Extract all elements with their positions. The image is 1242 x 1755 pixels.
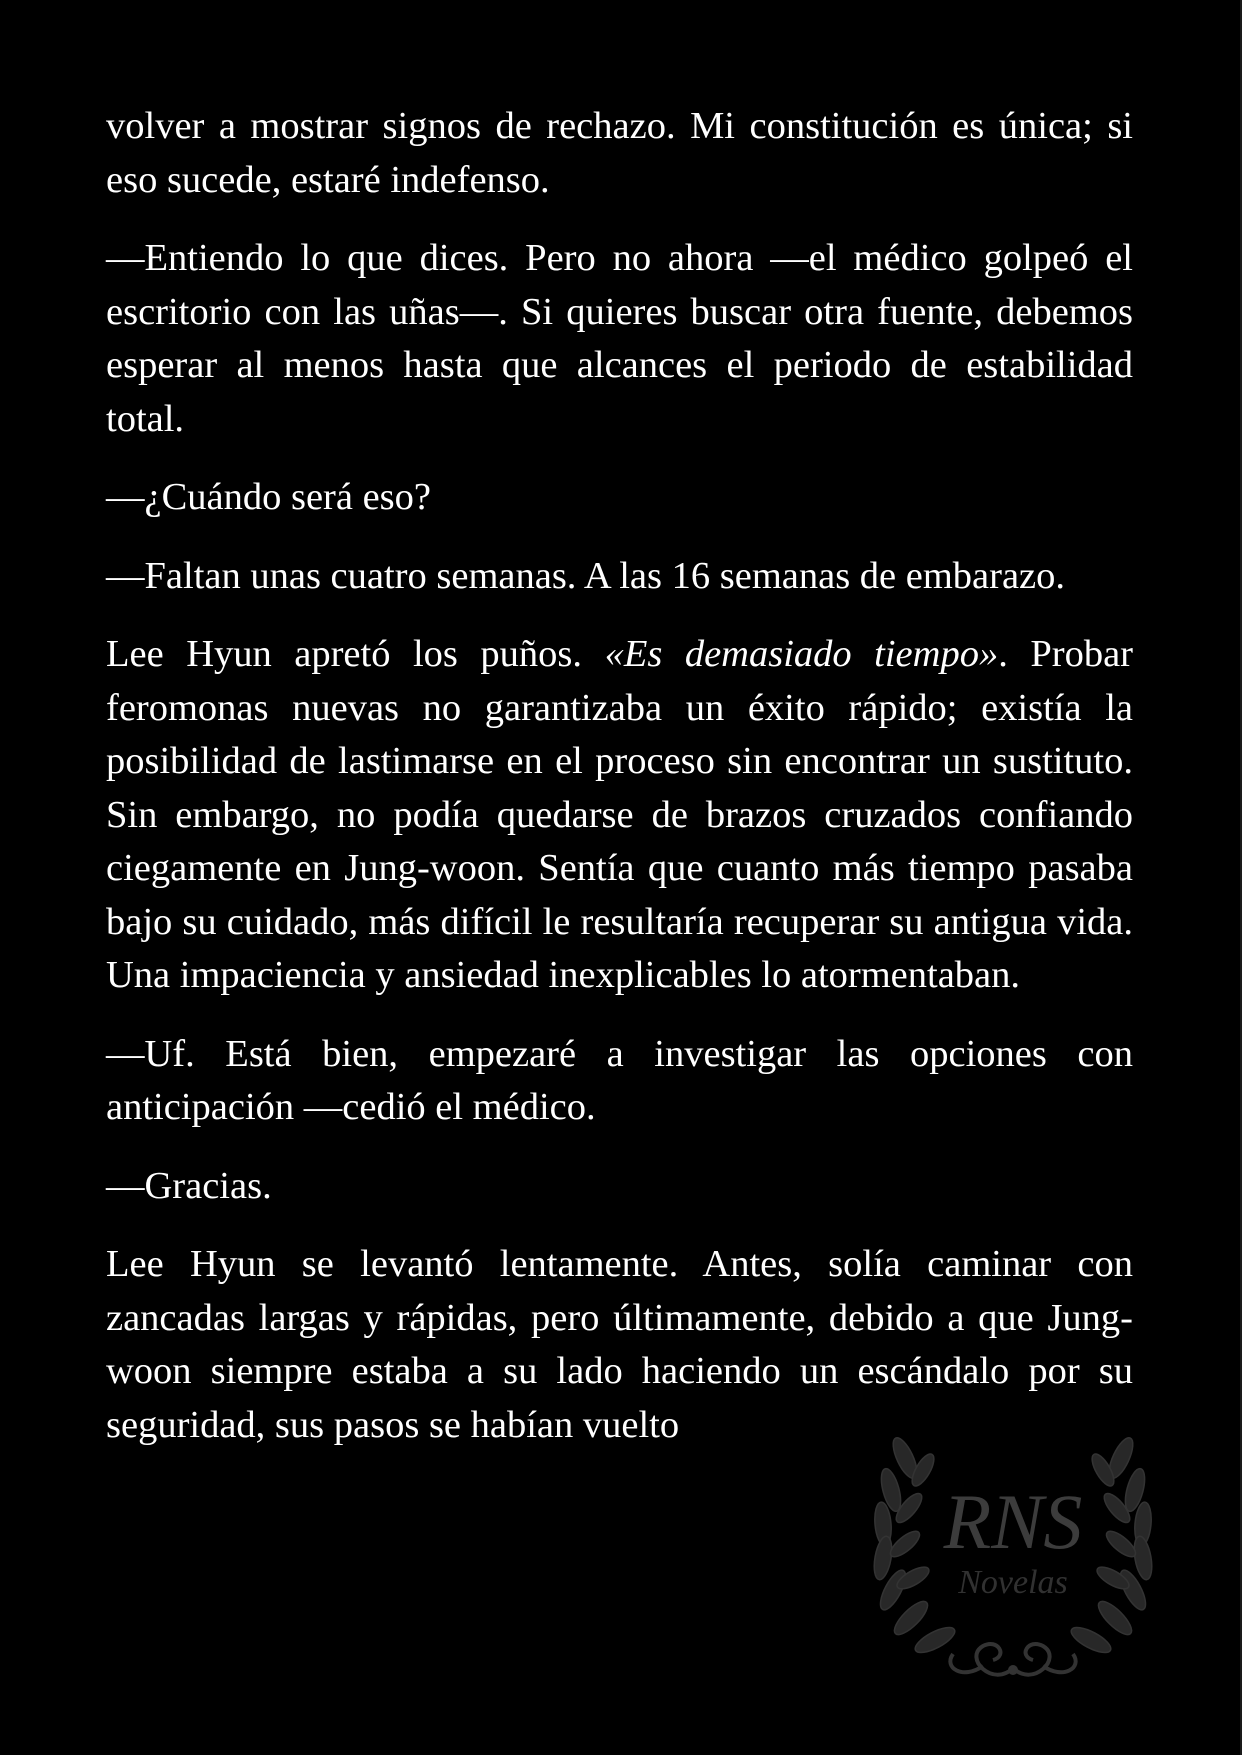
paragraph: —Uf. Está bien, empezaré a investigar las opciones con anticipación —cedió el médico.: [106, 1032, 1133, 1128]
watermark-logo-text: RNS: [943, 1478, 1083, 1565]
paragraph-text: Lee Hyun apretó los puños.: [106, 633, 605, 675]
paragraph: [106, 628, 1133, 1003]
paragraph: —¿Cuándo será eso?: [106, 476, 431, 518]
document-page: [106, 100, 1133, 1477]
paragraph: —Entiendo lo que dices. Pero no ahora —el médico golpeó el escritorio con las uñas—. Si quieres buscar otra fuente, debemos esperar al menos hasta que alcances el periodo de estabilidad total.: [106, 237, 1133, 440]
paragraph: —Gracias.: [106, 1164, 272, 1207]
paragraph-text: . Probar feromonas nuevas no garantizaba un éxito rápido; existía la posibilidad de lastimarse en el proceso sin encontrar un sustituto. Sin embargo, no podía quedarse de brazos cruzados confiando ciegamente en Jung-woon. Sentía que cuanto más tiempo pasaba bajo su cuidado, más difícil le resultaría recuperar su antigua vida. Una impaciencia y ansiedad inexplicables lo atormentaban.: [106, 633, 1133, 996]
paragraph: —Faltan unas cuatro semanas. A las 16 semanas de embarazo.: [106, 554, 1066, 597]
paragraph: volver a mostrar signos de rechazo. Mi constitución es única; si eso sucede, estaré indefenso.: [106, 105, 1133, 201]
watermark-subtitle: Novelas: [958, 1564, 1068, 1601]
italic-thought: «Es demasiado tiempo»: [604, 633, 999, 675]
paragraph: Lee Hyun se levantó lentamente. Antes, solía caminar con zancadas largas y rápidas, pero últimamente, debido a que Jung-woon siempre estaba a su lado haciendo un escándalo por su seguridad, sus pasos se habían vuelto: [106, 1243, 1133, 1446]
